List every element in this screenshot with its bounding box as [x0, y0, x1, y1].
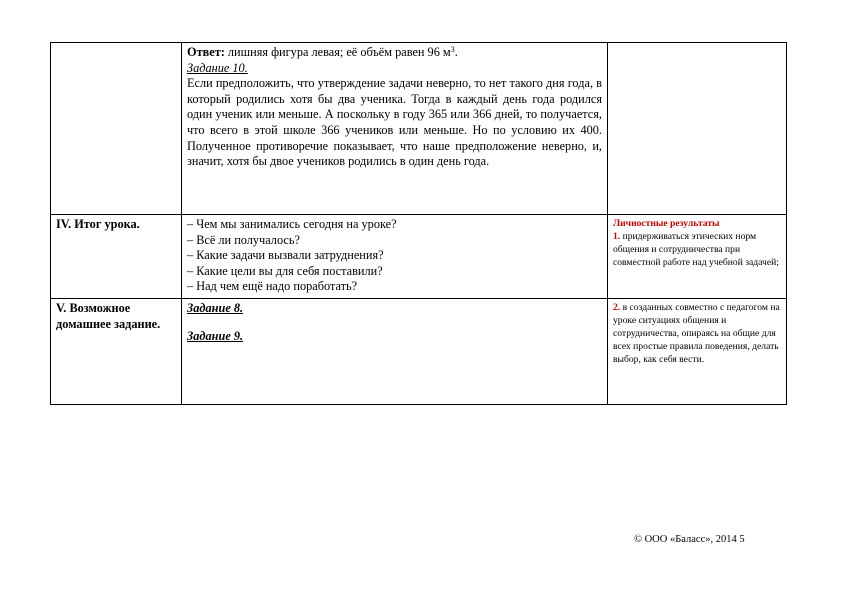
result-1-text: придерживаться этических норм общения и сотрудничества при совместной работе над учебной задачей;: [613, 231, 779, 268]
answer-line: [187, 45, 602, 61]
answer-text: лишняя фигура левая; её объём равен 96 м: [227, 45, 451, 59]
stage-cell-homework: V. Возможное домашнее задание.: [51, 298, 182, 404]
results-cell-personal: [608, 215, 787, 299]
content-cell-homework: [182, 298, 608, 404]
page-footer: © ООО «Баласс», 2014 5: [634, 534, 745, 545]
lesson-table: [50, 42, 787, 405]
question-item: – Какие цели вы для себя поставили?: [187, 263, 383, 278]
result-2-number: 2.: [613, 301, 621, 313]
question-item: – Всё ли получалось?: [187, 232, 300, 247]
table-row: [51, 298, 787, 404]
stage-cell-summary: IV. Итог урока.: [51, 215, 182, 299]
results-cell-empty: [608, 43, 787, 215]
result-2-text: в созданных совместно с педагогом на уроке ситуациях общения и сотрудничества, опираясь на общие для всех простые правила поведения, делать выбор, как себя вести.: [613, 301, 780, 365]
content-cell-task10: [182, 43, 608, 215]
task10-title: Задание 10.: [187, 60, 248, 75]
table-row: [51, 215, 787, 299]
result-1-number: 1.: [613, 231, 621, 242]
stage-cell-empty: [51, 43, 182, 215]
answer-sup: 3: [450, 45, 455, 54]
task10-text: Если предположить, что утверждение задачи неверно, то нет такого дня года, в который родились хотя бы два ученика. Тогда в каждый день года родился один ученик или меньше. А поскольку в году 365 или 366 дней, то получается, что всего в этой школе 366 учеников или меньше. Но по условию их 400. Полученное противоречие показывает, что наше предположение неверно, и, значит, хотя бы двое учеников родились в один день года.: [187, 76, 602, 169]
task8-title: Задание 8.: [187, 300, 244, 315]
question-item: – Над чем ещё надо поработать?: [187, 279, 358, 294]
answer-end: .: [454, 45, 458, 59]
question-item: – Какие задачи вызвали затруднения?: [187, 248, 384, 263]
answer-label: Ответ:: [187, 45, 225, 59]
question-item: – Чем мы занимались сегодня на уроке?: [187, 217, 397, 231]
content-cell-questions: [182, 215, 608, 299]
result-item-2: [613, 301, 781, 366]
table-row: [51, 43, 787, 215]
results-title: Личностные результаты: [613, 218, 720, 229]
result-item-1: [613, 230, 781, 269]
results-cell-personal-2: [608, 298, 787, 404]
task9-title: Задание 9.: [187, 328, 244, 343]
